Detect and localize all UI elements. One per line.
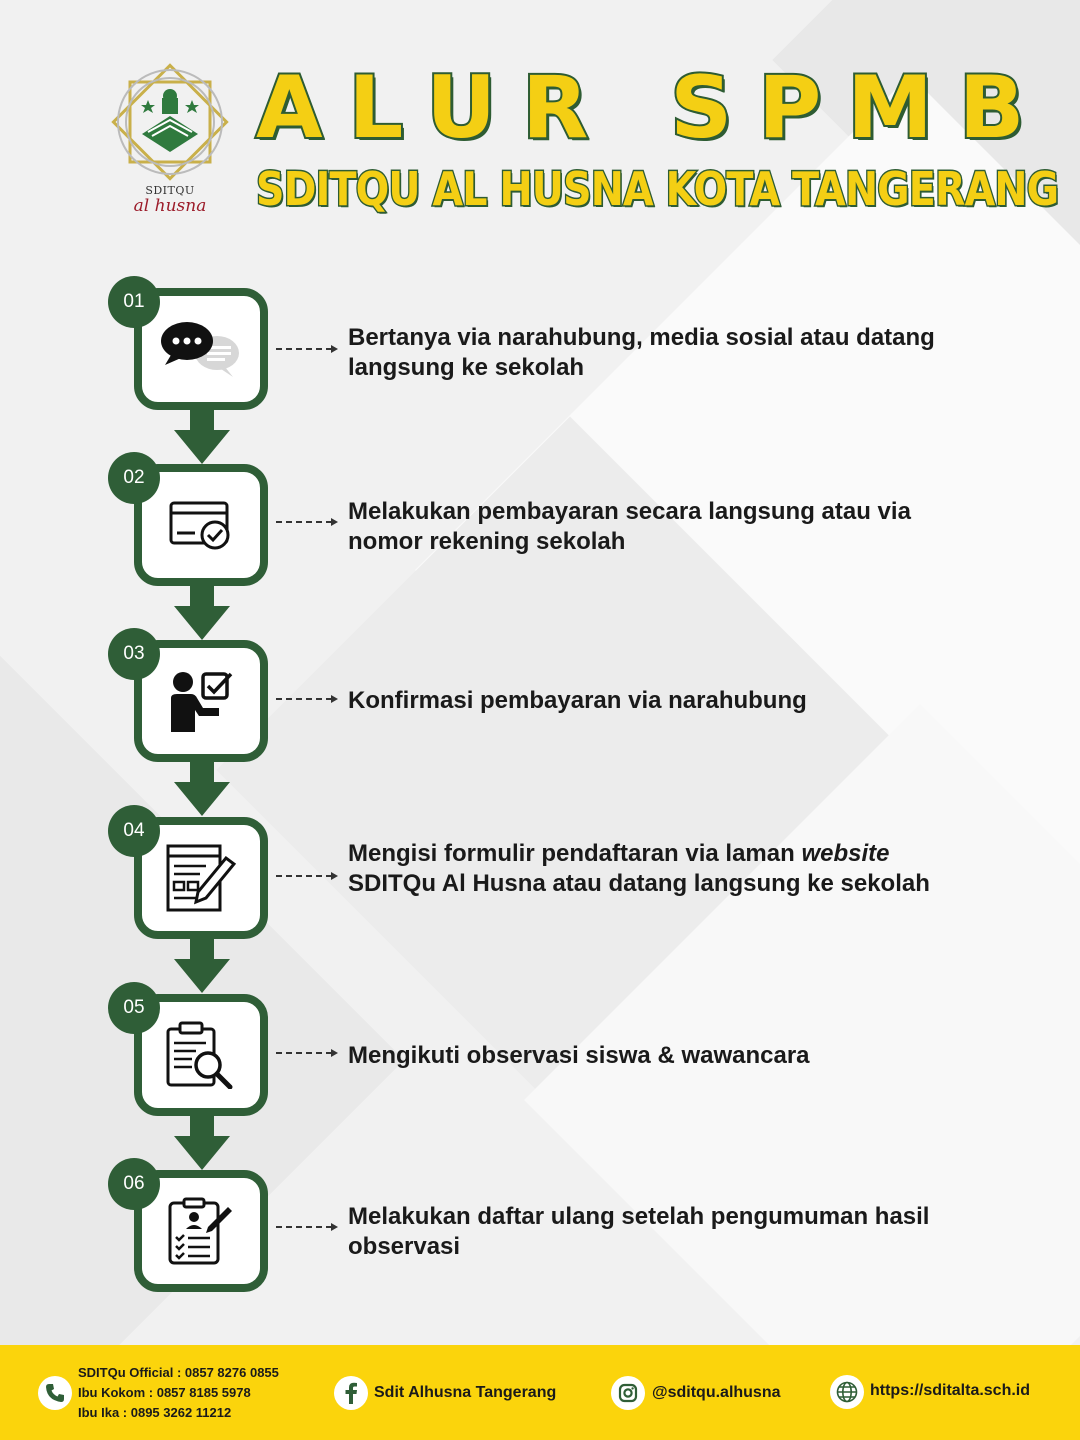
step-2 bbox=[0, 452, 1080, 582]
step-description: Melakukan pembayaran secara langsung atau via nomor rekening sekolah bbox=[348, 498, 911, 555]
step-1 bbox=[0, 276, 1080, 406]
website-link[interactable]: https://sditalta.sch.id bbox=[870, 1382, 1031, 1399]
dashed-arrow bbox=[276, 698, 332, 700]
dashed-arrow bbox=[276, 875, 332, 877]
step-description: Mengikuti observasi siswa & wawancara bbox=[348, 1042, 810, 1069]
school-logo bbox=[108, 60, 232, 220]
step-number: 06 bbox=[108, 1158, 160, 1210]
footer bbox=[0, 1345, 1080, 1440]
step-number: 05 bbox=[108, 982, 160, 1034]
payment-card-check-icon bbox=[169, 499, 233, 551]
dashed-arrow bbox=[276, 348, 332, 350]
dashed-arrow bbox=[276, 521, 332, 523]
step-description: Melakukan daftar ulang setelah pengumuman hasil observasi bbox=[348, 1203, 930, 1260]
step-number: 01 bbox=[108, 276, 160, 328]
logo-text-bottom: al husna bbox=[133, 196, 207, 216]
step-5 bbox=[0, 982, 1080, 1112]
clipboard-checklist-icon bbox=[168, 1197, 234, 1265]
step-4 bbox=[0, 805, 1080, 935]
contact-official[interactable]: SDITQu Official : 0857 8276 0855 bbox=[78, 1365, 279, 1380]
contact-list bbox=[78, 1363, 279, 1423]
step-3 bbox=[0, 628, 1080, 758]
logo-text-top: SDITQU bbox=[145, 184, 195, 197]
facebook-icon bbox=[334, 1376, 368, 1410]
instagram-icon bbox=[611, 1376, 645, 1410]
step-6 bbox=[0, 1158, 1080, 1288]
dashed-arrow bbox=[276, 1226, 332, 1228]
step-description: Konfirmasi pembayaran via narahubung bbox=[348, 687, 807, 714]
step-description: Bertanya via narahubung, media sosial atau datang langsung ke sekolah bbox=[348, 324, 935, 381]
contact-ika[interactable]: Ibu Ika : 0895 3262 11212 bbox=[78, 1405, 232, 1420]
step-description: Mengisi formulir pendaftaran via laman website SDITQu Al Husna atau datang langsung ke sekolah bbox=[348, 840, 930, 897]
instagram-link[interactable]: @sditqu.alhusna bbox=[652, 1384, 781, 1401]
dashed-arrow bbox=[276, 1052, 332, 1054]
page-title: ALUR SPMB bbox=[256, 58, 1051, 158]
person-checkbox-icon bbox=[169, 670, 233, 732]
clipboard-magnifier-icon bbox=[166, 1021, 236, 1089]
step-number: 02 bbox=[108, 452, 160, 504]
contact-kokom[interactable]: Ibu Kokom : 0857 8185 5978 bbox=[78, 1385, 251, 1400]
step-number: 04 bbox=[108, 805, 160, 857]
chat-bubbles-icon bbox=[159, 319, 243, 379]
form-pencil-icon bbox=[166, 844, 236, 912]
facebook-link[interactable]: Sdit Alhusna Tangerang bbox=[374, 1384, 557, 1401]
step-number: 03 bbox=[108, 628, 160, 680]
page-subtitle: SDITQU AL HUSNA KOTA TANGERANG bbox=[256, 162, 1059, 216]
phone-icon bbox=[38, 1376, 72, 1410]
globe-icon bbox=[830, 1375, 864, 1409]
